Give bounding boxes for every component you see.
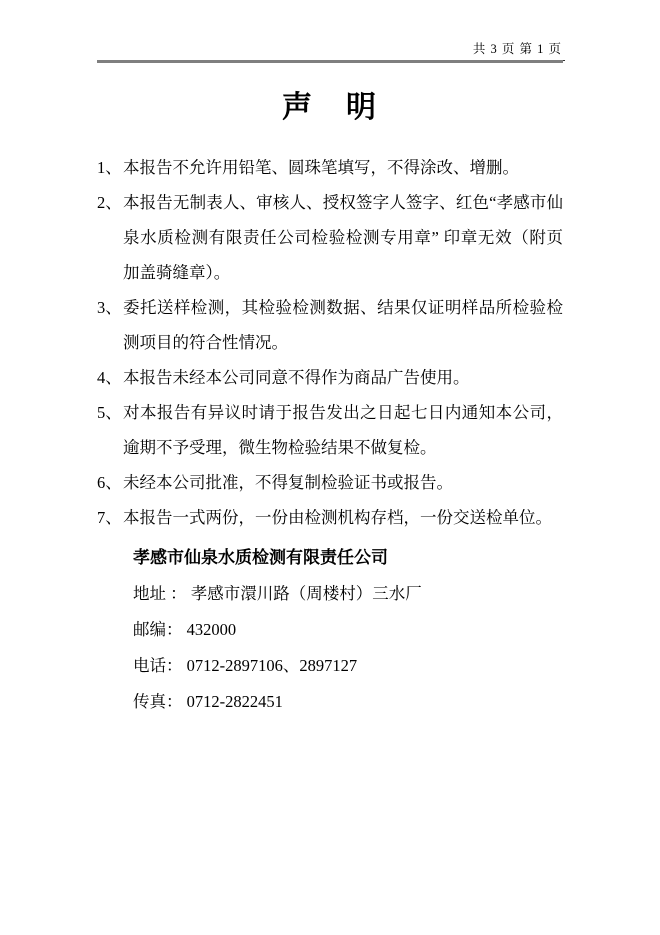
statement-item [97,500,563,535]
statement-list [97,150,563,535]
contact-value: 孝感市澴川路（周楼村）三水厂 [190,584,422,603]
page-header [470,41,565,61]
page-number-info: 共 3 页 第 1 页 [470,41,565,61]
item-number: 7、 [97,508,122,527]
item-number: 5、 [97,403,122,422]
item-number: 4、 [97,368,122,387]
contact-label: 邮编： [133,620,187,639]
item-text: 委托送样检测，其检验检测数据、结果仅证明样品所检验检测项目的符合性情况。 [123,298,563,352]
contact-value: 0712-2822451 [186,692,283,711]
item-number: 6、 [97,473,122,492]
item-text: 未经本公司批准，不得复制检验证书或报告。 [123,473,453,492]
contact-row-phone [133,648,563,684]
item-text: 本报告一式两份，一份由检测机构存档，一份交送检单位。 [123,508,552,527]
item-number: 1、 [97,158,122,177]
contact-label: 传真： [133,692,187,711]
item-text: 本报告不允许用铅笔、圆珠笔填写，不得涂改、增删。 [123,158,519,177]
contact-row-fax [133,684,563,720]
company-info-block [133,540,563,720]
document-title: 声 明 [282,91,378,124]
statement-item [97,290,563,360]
item-number: 2、 [97,193,122,212]
contact-row-postcode [133,612,563,648]
contact-value: 0712-2897106、2897127 [186,656,358,675]
item-text: 本报告无制表人、审核人、授权签字人签字、红色“孝感市仙泉水质检测有限责任公司检验检测专用章” 印章无效（附页加盖骑缝章）。 [123,193,563,282]
company-name: 孝感市仙泉水质检测有限责任公司 [133,548,388,567]
item-number: 3、 [97,298,122,317]
contact-value: 432000 [186,620,237,639]
contact-label: 地址 ： [133,584,191,603]
contact-label: 电话： [133,656,187,675]
item-text: 本报告未经本公司同意不得作为商品广告使用。 [123,368,470,387]
contact-row-address [133,576,563,612]
statement-item [97,360,563,395]
statement-item [97,185,563,290]
header-rule [97,60,563,63]
statement-item [97,465,563,500]
item-text: 对本报告有异议时请于报告发出之日起七日内通知本公司，逾期不予受理，微生物检验结果不做复检。 [123,403,563,457]
statement-item [97,395,563,465]
statement-item [97,150,563,185]
